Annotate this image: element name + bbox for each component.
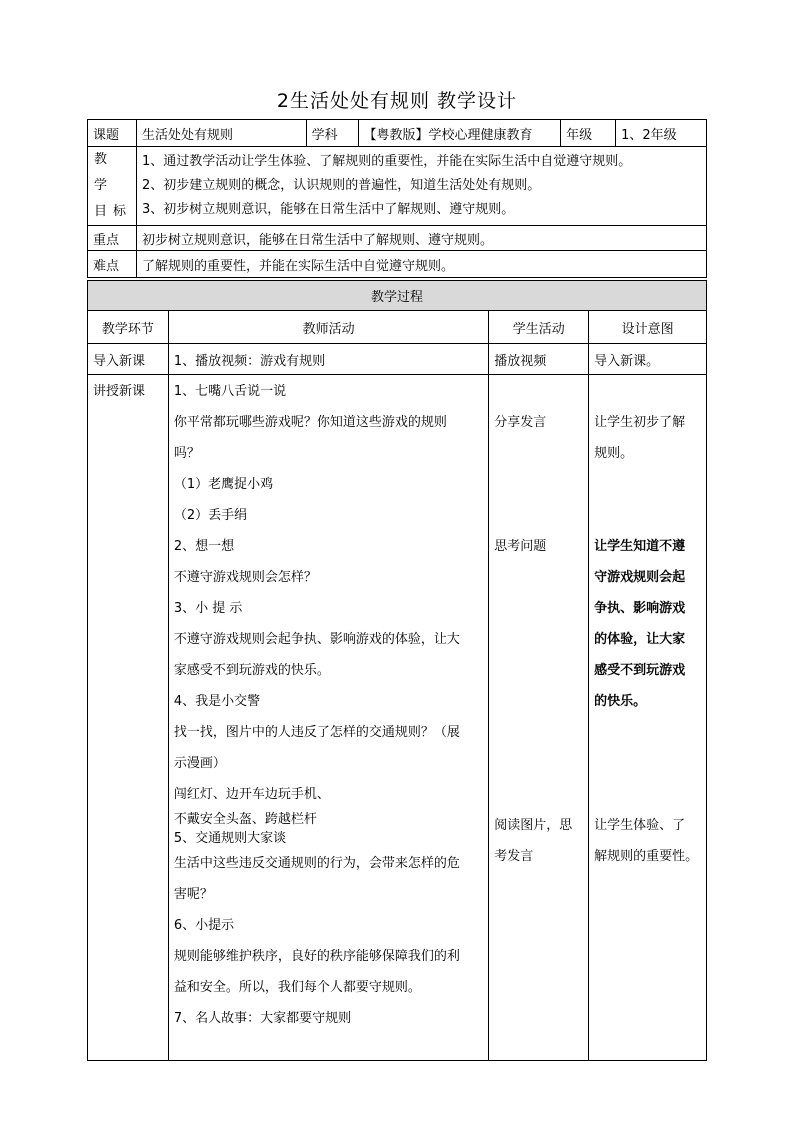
intro-student: 播放视频 bbox=[489, 344, 589, 375]
teacher-line: 找一找，图片中的人违反了怎样的交通规则？（展 bbox=[173, 725, 460, 740]
intent-line: 让学生初步了解 bbox=[594, 415, 686, 430]
teacher-line: 示漫画） bbox=[173, 756, 226, 771]
teacher-line: 7、名人故事：大家都要守规则 bbox=[173, 1011, 352, 1026]
goal-item: 3、初步树立规则意识，能够在日常生活中了解规则、遵守规则。 bbox=[141, 202, 515, 217]
goal-item: 2、初步建立规则的概念，认识规则的普遍性，知道生活处处有规则。 bbox=[141, 178, 541, 193]
student-activity: 分享发言 bbox=[494, 415, 547, 430]
main-stage: 讲授新课 bbox=[88, 375, 169, 1061]
teacher-line: （2）丢手绢 bbox=[173, 508, 248, 523]
teacher-line: 规则能够维护秩序，良好的秩序能够保障我们的利 bbox=[173, 949, 460, 964]
header-student: 学生活动 bbox=[489, 311, 589, 344]
topic-row bbox=[88, 120, 707, 147]
teacher-line: 4、我是小交警 bbox=[173, 694, 261, 709]
process-table bbox=[87, 280, 707, 1061]
main-student bbox=[489, 375, 589, 1061]
header-intent: 设计意图 bbox=[589, 311, 707, 344]
grade-value: 1、2年级 bbox=[616, 120, 707, 147]
goals-cell bbox=[136, 147, 706, 226]
intent-line: 争执、影响游戏 bbox=[594, 601, 686, 616]
main-intent bbox=[589, 375, 707, 1061]
student-activity: 考发言 bbox=[494, 849, 534, 864]
process-header-row bbox=[88, 311, 707, 344]
main-teacher bbox=[168, 375, 488, 1061]
info-table bbox=[87, 119, 707, 278]
intent-line: 感受不到玩游戏 bbox=[594, 663, 686, 678]
student-activity: 思考问题 bbox=[494, 539, 547, 554]
intent-line: 规则。 bbox=[594, 446, 634, 461]
difficulty-value: 了解规则的重要性，并能在实际生活中自觉遵守规则。 bbox=[136, 251, 706, 278]
goal-item: 1、通过教学活动让学生体验、了解规则的重要性，并能在实际生活中自觉遵守规则。 bbox=[141, 154, 632, 169]
teacher-line: 害呢？ bbox=[173, 887, 213, 902]
teacher-line: 吗？ bbox=[173, 446, 200, 461]
teacher-line: 2、想一想 bbox=[173, 539, 235, 554]
intent-line: 让学生知道不遵 bbox=[594, 539, 686, 554]
intent-line: 的快乐。 bbox=[594, 694, 647, 709]
teacher-line: 1、七嘴八舌说一说 bbox=[173, 384, 287, 399]
topic-value: 生活处处有规则 bbox=[136, 120, 306, 147]
header-teacher: 教师活动 bbox=[168, 311, 488, 344]
teacher-line: 不戴安全头盔、跨越栏杆 bbox=[173, 812, 317, 827]
document-title: 2生活处处有规则 教学设计 bbox=[276, 90, 518, 112]
goals-label-line: 目标 bbox=[94, 204, 133, 219]
teacher-line: 不遵守游戏规则会怎样？ bbox=[173, 570, 317, 585]
teacher-line: 你平常都玩哪些游戏呢？你知道这些游戏的规则 bbox=[173, 415, 447, 430]
key-label: 重点 bbox=[88, 226, 137, 251]
process-band: 教学过程 bbox=[88, 281, 707, 311]
process-band-row bbox=[88, 281, 707, 311]
subject-value: 【粤教版】学校心理健康教育 bbox=[358, 120, 561, 147]
intent-line: 守游戏规则会起 bbox=[594, 570, 686, 585]
teacher-line: 3、小 提 示 bbox=[173, 601, 243, 616]
teacher-line: （1）老鹰捉小鸡 bbox=[173, 477, 274, 492]
teacher-line: 生活中这些违反交通规则的行为，会带来怎样的危 bbox=[173, 856, 460, 871]
intro-intent: 导入新课。 bbox=[589, 344, 707, 375]
topic-label: 课题 bbox=[88, 120, 137, 147]
goals-row bbox=[88, 147, 707, 226]
goals-label bbox=[88, 147, 137, 226]
student-activity: 阅读图片，思 bbox=[494, 818, 573, 833]
intent-line: 让学生体验、了 bbox=[594, 818, 686, 833]
key-row bbox=[88, 226, 707, 251]
intent-line: 的体验，让大家 bbox=[594, 632, 686, 647]
header-stage: 教学环节 bbox=[88, 311, 169, 344]
key-value: 初步树立规则意识，能够在日常生活中了解规则、遵守规则。 bbox=[136, 226, 706, 251]
teacher-line: 6、小提示 bbox=[173, 918, 235, 933]
difficulty-label: 难点 bbox=[88, 251, 137, 278]
intro-row bbox=[88, 344, 707, 375]
teacher-line: 5、交通规则大家谈 bbox=[173, 831, 287, 846]
difficulty-row bbox=[88, 251, 707, 278]
goals-label-line: 教 学 bbox=[94, 152, 114, 193]
intent-line: 解规则的重要性。 bbox=[594, 849, 699, 864]
intro-teacher: 1、播放视频：游戏有规则 bbox=[168, 344, 488, 375]
teacher-line: 家感受不到玩游戏的快乐。 bbox=[173, 663, 330, 678]
main-row bbox=[88, 375, 707, 1061]
subject-label: 学科 bbox=[306, 120, 358, 147]
teacher-line: 闯红灯、边开车边玩手机、 bbox=[173, 787, 330, 802]
teacher-line: 不遵守游戏规则会起争执、影响游戏的体验，让大 bbox=[173, 632, 460, 647]
intro-stage: 导入新课 bbox=[88, 344, 169, 375]
grade-label: 年级 bbox=[561, 120, 616, 147]
teacher-line: 益和安全。所以，我们每个人都要守规则。 bbox=[173, 980, 421, 995]
